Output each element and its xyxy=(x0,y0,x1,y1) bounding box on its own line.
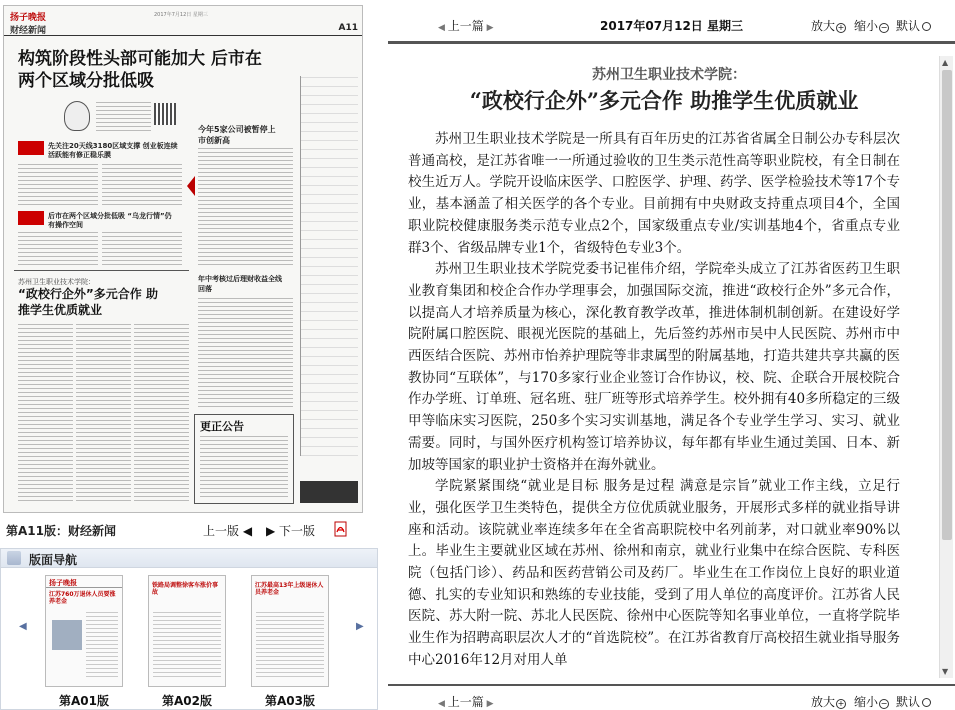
prev-page-link[interactable]: 上一版 ◀ xyxy=(203,524,253,538)
pdf-icon[interactable] xyxy=(333,521,349,537)
divider xyxy=(388,41,955,44)
nav-next-arrow[interactable]: ▶ xyxy=(356,621,364,632)
triangle-left-icon: ◀ xyxy=(438,23,448,33)
default-size-label: 默认 xyxy=(896,695,921,709)
newspaper-logo: 扬子晚报 xyxy=(10,13,47,23)
thumb-text xyxy=(86,612,118,680)
thumb-headline: 江苏最高13年上级退休人员养老金 xyxy=(255,582,324,596)
portrait-illustration xyxy=(64,101,90,131)
article-title: “政校行企外”多元合作 助推学生优质就业 xyxy=(469,88,859,113)
newspaper-headline[interactable]: 构筑阶段性头部可能加大 后市在两个区域分批低吸 xyxy=(18,49,262,91)
article-kicker: 苏州卫生职业技术学院： xyxy=(592,67,746,83)
radio-icon xyxy=(922,22,931,31)
scrollbar-thumb[interactable] xyxy=(942,70,952,540)
left-pane xyxy=(0,0,378,710)
page-bar xyxy=(0,518,378,540)
prev-page-label: 上一版 xyxy=(203,524,240,538)
page-navigator xyxy=(0,548,378,710)
newspaper-masthead xyxy=(4,6,363,36)
page-thumbnail-a01[interactable] xyxy=(45,575,123,687)
triangle-left-icon: ◀ xyxy=(438,699,448,709)
article-scrollbar[interactable] xyxy=(939,56,953,678)
default-size-button-bottom[interactable] xyxy=(896,693,931,710)
red-tag xyxy=(18,211,44,225)
text-block xyxy=(102,232,182,268)
text-block xyxy=(96,102,151,132)
zoom-in-label: 放大 xyxy=(811,695,836,709)
prev-article-label: 上一篇 xyxy=(447,19,484,33)
side-article-title-2[interactable]: 年中考核过后理财收益全线回落 xyxy=(198,275,282,293)
text-block xyxy=(18,232,98,268)
zoom-out-label: 缩小 xyxy=(854,695,879,709)
prev-article-link-bottom[interactable] xyxy=(438,693,494,710)
zoom-in-label: 放大 xyxy=(811,19,836,33)
article-body xyxy=(408,129,900,672)
newspaper-section: 财经新闻 xyxy=(10,26,47,36)
current-page-label: 第A11版：财经新闻 xyxy=(6,524,116,538)
qr-code xyxy=(154,103,176,125)
newspaper-page-image[interactable] xyxy=(3,5,363,513)
zoom-out-button-bottom[interactable] xyxy=(854,693,889,710)
article-paragraph: 学院紧紧围绕“就业是目标 服务是过程 满意是宗旨”就业工作主线，立足行业，强化医学卫生类特色，提供全方位优质就业服务，开展形式多样的就业指导讲座和活动。该院就业率连续多年在全省高职院校中名列前茅，对口就业率90%以上。毕业生主要就业区域在苏州、徐州和南京，就业行业集中在综合医院、专科医院（包括门诊）、药品和医药营销公司及药厂。毕业生在工作岗位上良好的职业道德、扎实的专业知识和熟练的专业技能，受到了用人单位的高度评价。江苏省人民医院、苏大附一院、苏北人民医院、徐州中心医院等知名事业单位，一直将学院毕业生作为招聘高职层次人才的“首选院校”。在江苏省教育厅高校招生就业指导服务中心2016年12月对用人单 xyxy=(408,478,900,668)
text-block xyxy=(18,164,98,206)
prev-article-label: 上一篇 xyxy=(447,695,484,709)
zoom-in-icon: + xyxy=(837,699,845,708)
thumb-text xyxy=(153,612,221,680)
radio-icon xyxy=(922,698,931,707)
thumb-headline: 江苏760万退休人员要涨养老金 xyxy=(49,591,116,605)
page-thumbnail-a03[interactable] xyxy=(251,575,329,687)
text-block xyxy=(198,298,293,408)
zoom-out-button[interactable] xyxy=(854,17,889,34)
thumb-text xyxy=(256,612,324,680)
page-navigator-title: 版面导航 xyxy=(1,549,377,568)
thumb-masthead: 扬子晚报 xyxy=(46,576,122,588)
article-content xyxy=(388,54,940,678)
thumb-photo xyxy=(52,620,82,650)
article-toolbar-top xyxy=(388,0,955,33)
next-page-link[interactable]: ▶ 下一版 xyxy=(266,524,316,538)
side-article-title[interactable]: 今年5家公司被暂停上市创新高 xyxy=(198,125,276,145)
default-size-label: 默认 xyxy=(896,19,921,33)
text-block xyxy=(200,436,288,498)
newspaper-dateline: 2017年7月12日 星期三 xyxy=(154,12,208,18)
text-block xyxy=(198,148,293,266)
divider xyxy=(14,270,189,271)
red-tag xyxy=(18,141,44,155)
zoom-in-icon: + xyxy=(837,23,845,32)
text-block xyxy=(76,324,131,504)
stock-table xyxy=(300,76,358,456)
article-paragraph: 苏州卫生职业技术学院是一所具有百年历史的江苏省省属全日制公办专科层次普通高校，是江苏省唯一一所通过验收的卫生类示范性高等职业院校，有全日制在校生近万人。学院开设临床医学、口腔医学、护理、药学、医学检验技术等17个专业，基本涵盖了相关医学的各个专业。目前拥有中央财政支持重点项目4个，全国职业院校健康服务类示范专业点2个，国家级重点专业/实训基地4个，省重点专业群3个、省级品牌专业1个，省级特色专业3个。 xyxy=(408,131,900,256)
scroll-up-icon[interactable]: ▲ xyxy=(942,58,949,67)
correction-notice-title[interactable]: 更正公告 xyxy=(200,420,244,433)
scroll-down-icon[interactable]: ▼ xyxy=(942,667,949,676)
red-pointer xyxy=(187,176,195,196)
page-link-a01[interactable]: 第A01版 xyxy=(59,694,109,708)
triangle-right-icon: ▶ xyxy=(483,23,494,33)
text-block xyxy=(102,164,182,206)
text-block xyxy=(134,324,189,504)
zoom-out-label: 缩小 xyxy=(854,19,879,33)
article-paragraph: 苏州卫生职业技术学院党委书记崔伟介绍，学院牵头成立了江苏省医药卫生职业教育集团和校企合作办学理事会，加强国际交流，推进“政校行企外”多元合作，以提高人才培养质量为核心，深化教育教学改革，推进体制机制创新。在建设好学院附属口腔医院、眼视光医院的基础上，先后签约苏州市吴中人民医院、苏州市中西医结合医院、苏州市怡养护理院等非隶属型的附属基地，打造共建共享共赢的医教协同“互联体”，与170多家行业企业签订合作协议，校、院、企联合开展校院合作办学班、订单班、冠名班、驻厂班等形式培养学生。校外拥有40多所稳定的三级甲等临床实习医院，250多个实习实训基地，满足各个专业学生学习、实习、就业需要。同时，与国外医疗机构签订培养协议，每年都有毕业生通过美国、日本、新加坡等国家的职业护士资格并在海外就业。 xyxy=(408,261,900,473)
article-pane xyxy=(388,0,955,710)
subhead-kicker: 苏州卫生职业技术学院： xyxy=(18,278,95,286)
default-size-button[interactable] xyxy=(896,17,931,34)
triangle-right-icon: ▶ xyxy=(483,699,494,709)
issue-date: 2017年07月12日 星期三 xyxy=(600,19,743,33)
article-toolbar-bottom xyxy=(388,676,955,709)
advertisement xyxy=(300,481,358,503)
page-link-a03[interactable]: 第A03版 xyxy=(265,694,315,708)
zoom-in-button[interactable] xyxy=(811,17,846,34)
text-block xyxy=(18,324,73,504)
thumb-headline: 铁路局调整徐客车涨价事故 xyxy=(152,582,219,596)
news-item-2[interactable]: 后市在两个区域分批低吸 “乌龙行情”仍有操作空间 xyxy=(48,212,172,229)
zoom-out-icon: − xyxy=(880,23,888,32)
zoom-in-button-bottom[interactable] xyxy=(811,693,846,710)
zoom-out-icon: − xyxy=(880,699,888,708)
nav-prev-arrow[interactable]: ◀ xyxy=(19,621,27,632)
page-link-a02[interactable]: 第A02版 xyxy=(162,694,212,708)
news-item-1[interactable]: 先关注20天线3180区域支撑 创业板连续活跃能有修正稳乐膜 xyxy=(48,142,178,159)
newspaper-subhead[interactable]: “政校行企外”多元合作 助推学生优质就业 xyxy=(18,287,158,317)
newspaper-page-number: A11 xyxy=(338,23,358,33)
prev-article-link[interactable] xyxy=(438,17,494,34)
page-thumbnail-a02[interactable] xyxy=(148,575,226,687)
next-page-label: 下一版 xyxy=(279,524,316,538)
